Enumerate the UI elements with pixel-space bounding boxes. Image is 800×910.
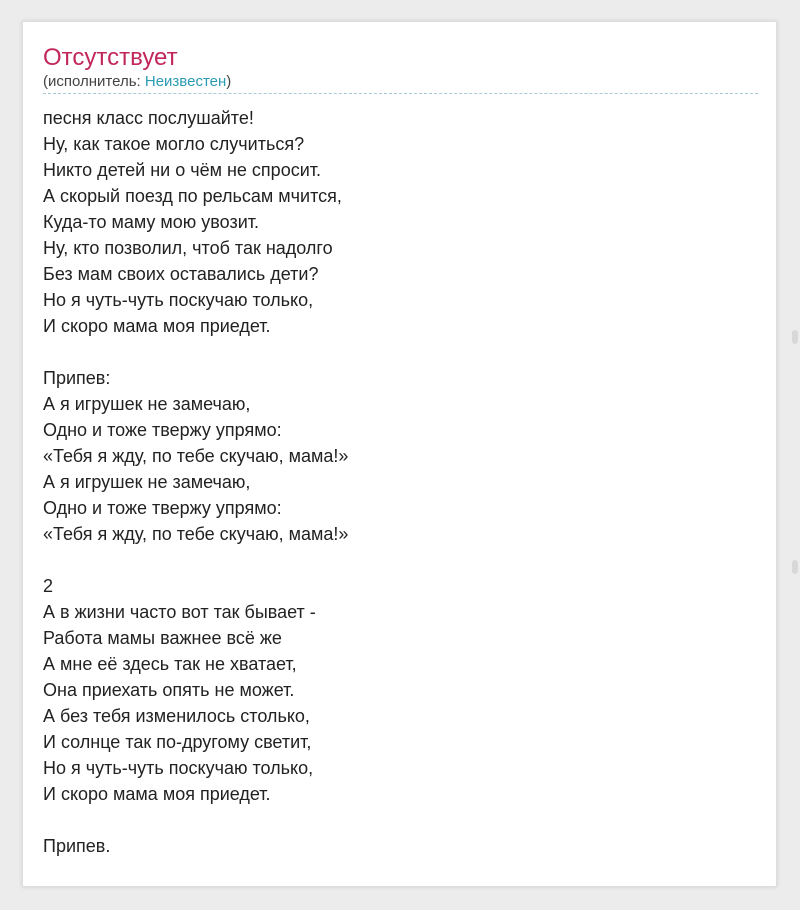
- artist-line: [43, 73, 231, 91]
- lyrics-card: [22, 21, 777, 887]
- artist-suffix: ): [226, 73, 232, 90]
- song-title: Отсутствует: [43, 44, 178, 71]
- title-divider: [43, 93, 758, 94]
- artist-link[interactable]: Неизвестен: [144, 73, 227, 90]
- artist-prefix: (исполнитель:: [43, 73, 145, 90]
- song-lyrics: песня класс послушайте! Ну, как такое могло случиться? Никто детей ни о чём не спросит. А скорый поезд по рельсам мчится, Куда-то маму мою увозит. Ну, кто позволил, чтоб так надолго Без мам своих оставались дети? Но я чуть-чуть поскучаю только, И скоро мама моя приедет. Припев: А я игрушек не замечаю, Одно и тоже твержу упрямо: «Тебя я жду, по тебе скучаю, мама!» А я игрушек не замечаю, Одно и тоже твержу упрямо: «Тебя я жду, по тебе скучаю, мама!» 2 А в жизни часто вот так бывает - Работа мамы важнее всё же А мне её здесь так не хватает, Она приехать опять не может. А без тебя изменилось столько, И солнце так по-другому светит, Но я чуть-чуть поскучаю только, И скоро мама моя приедет. Припев.: [43, 108, 349, 856]
- edge-grip-bottom: [792, 560, 798, 574]
- edge-grip-top: [792, 330, 798, 344]
